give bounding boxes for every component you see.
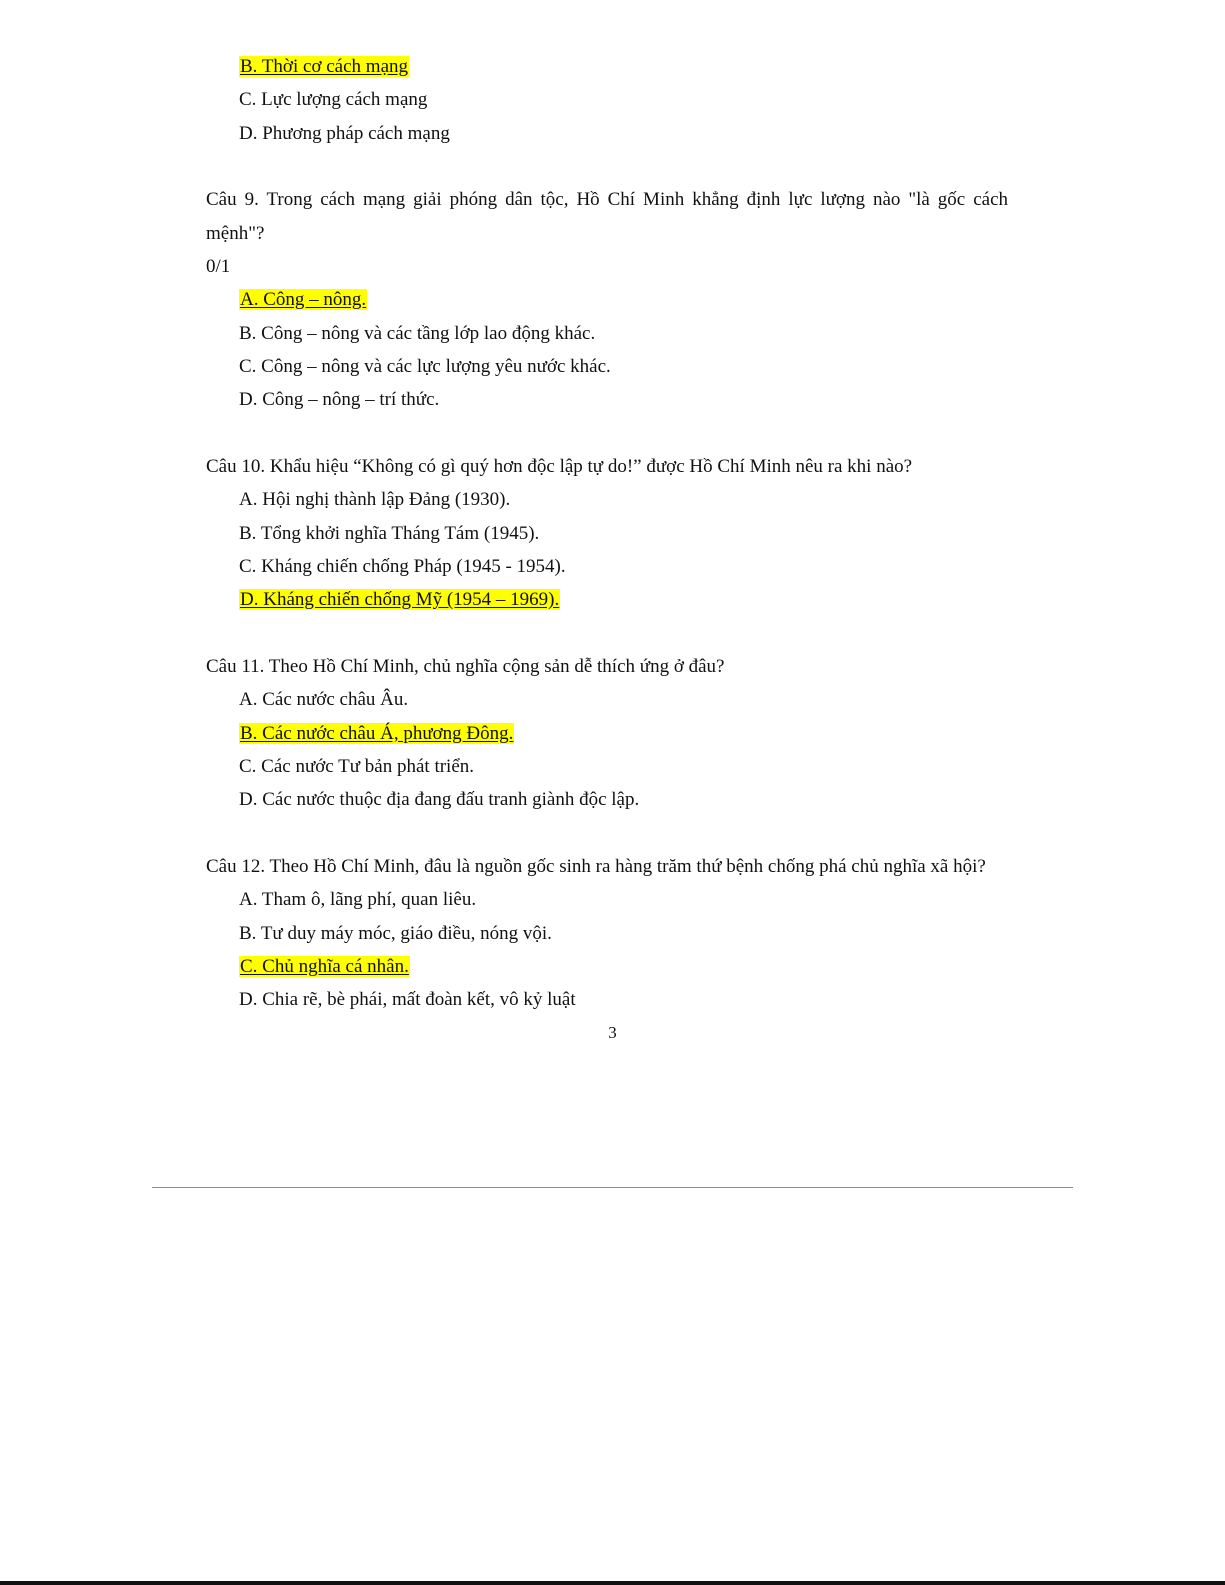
- highlighted-answer: D. Kháng chiến chống Mỹ (1954 – 1969).: [240, 589, 560, 610]
- q9-option-c: C. Công – nông và các lực lượng yêu nước khác.: [239, 356, 611, 377]
- q12-option-c: [239, 955, 410, 979]
- q9-option-b: B. Công – nông và các tầng lớp lao động khác.: [239, 323, 596, 344]
- q9-question-line2: mệnh"?: [206, 223, 265, 244]
- highlighted-answer: B. Các nước châu Á, phương Đông.: [240, 723, 514, 744]
- q9-score: 0/1: [206, 256, 231, 277]
- q11-option-d: D. Các nước thuộc địa đang đấu tranh giành độc lập.: [239, 789, 640, 810]
- page-number: 3: [608, 1023, 617, 1042]
- q11-option-c: C. Các nước Tư bản phát triển.: [239, 756, 475, 777]
- page-separator: [152, 1187, 1073, 1188]
- q10-option-c: C. Kháng chiến chống Pháp (1945 - 1954).: [239, 556, 566, 577]
- q9-question-line1: Câu 9. Trong cách mạng giải phóng dân tộc, Hồ Chí Minh khẳng định lực lượng nào "là gốc cách: [206, 189, 1008, 210]
- q12-option-a: A. Tham ô, lãng phí, quan liêu.: [239, 889, 477, 910]
- q9-option-d: D. Công – nông – trí thức.: [239, 389, 440, 410]
- q8-option-c: C. Lực lượng cách mạng: [239, 89, 428, 110]
- q12-question: Câu 12. Theo Hồ Chí Minh, đâu là nguồn gốc sinh ra hàng trăm thứ bệnh chống phá chủ nghĩa xã hội?: [206, 856, 986, 877]
- q12-option-d: D. Chia rẽ, bè phái, mất đoàn kết, vô kỷ luật: [239, 989, 576, 1010]
- q11-option-b: [239, 722, 514, 746]
- q12-option-b: B. Tư duy máy móc, giáo điều, nóng vội.: [239, 923, 552, 944]
- highlighted-answer: B. Thời cơ cách mạng: [240, 56, 409, 77]
- q11-option-a: A. Các nước châu Âu.: [239, 689, 409, 710]
- highlighted-answer: C. Chủ nghĩa cá nhân.: [240, 956, 409, 977]
- q8-option-b: [239, 55, 409, 79]
- q10-option-d: [239, 588, 560, 612]
- q10-option-b: B. Tổng khởi nghĩa Tháng Tám (1945).: [239, 523, 540, 544]
- highlighted-answer: A. Công – nông.: [240, 289, 367, 310]
- q8-option-d: D. Phương pháp cách mạng: [239, 123, 450, 144]
- q10-question: Câu 10. Khẩu hiệu “Không có gì quý hơn độc lập tự do!” được Hồ Chí Minh nêu ra khi nào?: [206, 456, 913, 477]
- q11-question: Câu 11. Theo Hồ Chí Minh, chủ nghĩa cộng sản dễ thích ứng ở đâu?: [206, 656, 725, 677]
- q9-option-a: [239, 288, 367, 312]
- bottom-border: [0, 1581, 1225, 1585]
- q10-option-a: A. Hội nghị thành lập Đảng (1930).: [239, 489, 511, 510]
